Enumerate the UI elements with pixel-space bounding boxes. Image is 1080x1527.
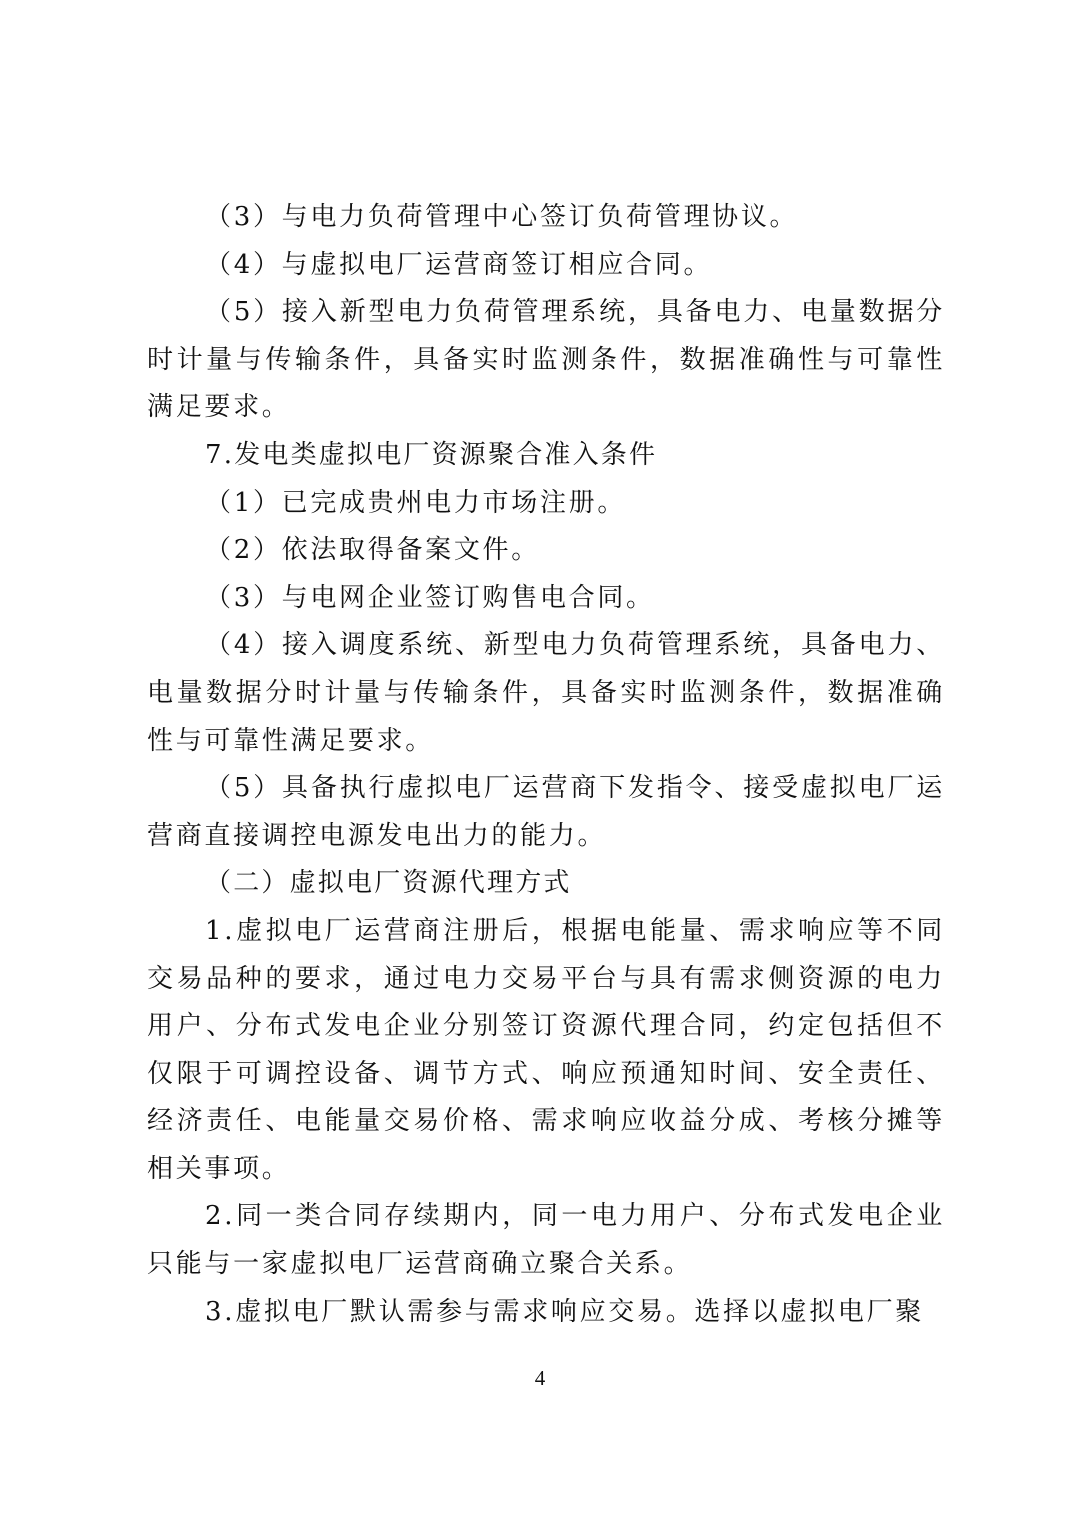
paragraph-clause-3: 3.虚拟电厂默认需参与需求响应交易。选择以虚拟电厂聚 [205, 1296, 925, 1327]
paragraph-item-3-generation: （3）与电网企业签订购售电合同。 [205, 582, 655, 613]
paragraph-item-4-generation: （4）接入调度系统、新型电力负荷管理系统，具备电力、电量数据分时计量与传输条件，具备实时监测条件，数据准确性与可靠性满足要求。 [147, 630, 945, 756]
paragraph-item-5: （5）接入新型电力负荷管理系统，具备电力、电量数据分时计量与传输条件，具备实时监测条件，数据准确性与可靠性满足要求。 [147, 297, 945, 423]
page-number: 4 [534, 1366, 546, 1390]
paragraph-item-5-generation: （5）具备执行虚拟电厂运营商下发指令、接受虚拟电厂运营商直接调控电源发电出力的能力。 [147, 773, 945, 851]
paragraph-clause-2: 2.同一类合同存续期内，同一电力用户、分布式发电企业只能与一家虚拟电厂运营商确立聚合关系。 [147, 1201, 945, 1280]
paragraph-item-1: （1）已完成贵州电力市场注册。 [205, 487, 627, 518]
document-body [147, 194, 945, 1336]
paragraph-item-2: （2）依法取得备案文件。 [205, 535, 540, 566]
paragraph-item-3: （3）与电力负荷管理中心签订负荷管理协议。 [205, 202, 799, 232]
section-heading-7: 7.发电类虚拟电厂资源聚合准入条件 [205, 439, 658, 470]
paragraph-item-4: （4）与虚拟电厂运营商签订相应合同。 [205, 249, 713, 280]
section-heading-two: （二）虚拟电厂资源代理方式 [205, 868, 572, 899]
paragraph-clause-1: 1.虚拟电厂运营商注册后，根据电能量、需求响应等不同交易品种的要求，通过电力交易平台与具有需求侧资源的电力用户、分布式发电企业分别签订资源代理合同，约定包括但不仅限于可调控设备、调节方式、响应预通知时间、安全责任、经济责任、电能量交易价格、需求响应收益分成、考核分摊等相关事项。 [147, 915, 945, 1184]
